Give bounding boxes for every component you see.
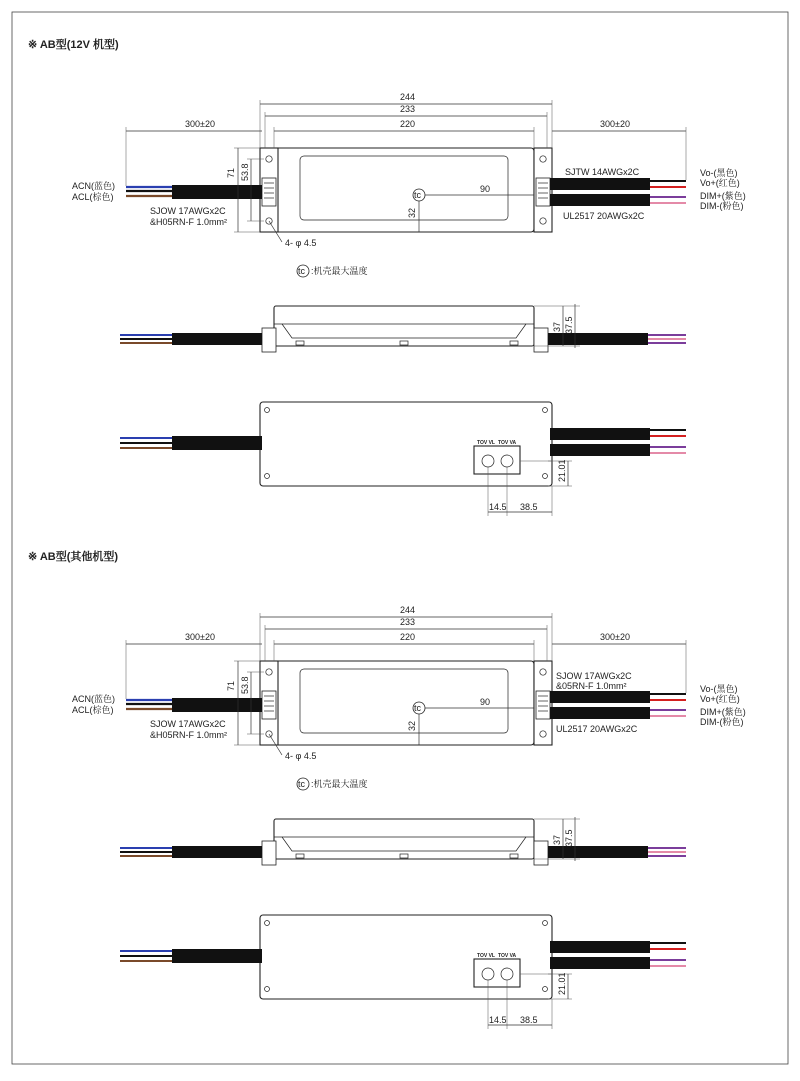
output-cable-top-spec: SJTW 14AWGx2C — [565, 167, 640, 177]
bottom-dim-h: 21.01 — [557, 459, 567, 482]
section-2 — [28, 549, 746, 1029]
side-dim-37-5: 37.5 — [564, 829, 574, 847]
bottom-dim-w2: 38.5 — [520, 502, 538, 512]
output-label-vo-plus: Vo+(红色) — [700, 178, 740, 188]
pot-label-va: TOV VA — [498, 440, 517, 446]
side-dim-37: 37 — [552, 834, 562, 845]
dim-tc90: 90 — [480, 184, 491, 194]
section-1-title: ※ AB型(12V 机型) — [28, 39, 119, 51]
dim-tc32: 32 — [407, 720, 417, 731]
dim-h53: 53.8 — [240, 163, 250, 181]
dim-h71: 71 — [226, 680, 236, 691]
input-label-acl: ACL(棕色) — [72, 192, 114, 202]
input-cable-spec-2: &H05RN-F 1.0mm² — [150, 217, 228, 227]
tc-symbol: tc — [414, 703, 422, 713]
output-label-vo-minus: Vo-(黑色) — [700, 684, 738, 694]
dim-inner: 220 — [400, 119, 416, 129]
dim-right-cable: 300±20 — [600, 119, 630, 129]
dim-left-cable: 300±20 — [185, 119, 215, 129]
bottom-dim-w2: 38.5 — [520, 1015, 538, 1025]
dim-holes: 4- φ 4.5 — [285, 751, 317, 761]
section-1 — [28, 37, 746, 516]
dim-h53: 53.8 — [240, 676, 250, 694]
input-cable-spec-2: &H05RN-F 1.0mm² — [150, 730, 228, 740]
bottom-dim-w1: 14.5 — [489, 1015, 507, 1025]
input-cable-spec-1: SJOW 17AWGx2C — [150, 719, 226, 729]
input-label-acn: ACN(蓝色) — [72, 181, 115, 191]
bottom-dim-h: 21.01 — [557, 972, 567, 995]
side-dim-37-5: 37.5 — [564, 316, 574, 334]
section-1-bottom-view — [120, 402, 686, 516]
section-2-side-view — [120, 817, 686, 865]
dim-mid: 233 — [400, 104, 416, 114]
pot-label-vl: TOV VL — [477, 440, 495, 446]
output-label-dim-minus: DIM-(粉色) — [700, 201, 744, 211]
pot-label-va: TOV VA — [498, 953, 517, 959]
section-2-bottom-view — [120, 915, 686, 1029]
section-1-side-view — [120, 304, 686, 352]
dim-total: 244 — [400, 92, 416, 102]
dim-tc32: 32 — [407, 207, 417, 218]
output-cable-bottom-spec: UL2517 20AWGx2C — [563, 211, 645, 221]
dim-total: 244 — [400, 605, 416, 615]
output-cable-top-spec-2: &05RN-F 1.0mm² — [556, 681, 627, 691]
dim-right-cable: 300±20 — [600, 632, 630, 642]
output-label-vo-plus: Vo+(红色) — [700, 694, 740, 704]
input-cable-spec-1: SJOW 17AWGx2C — [150, 206, 226, 216]
dim-tc90: 90 — [480, 697, 491, 707]
tc-symbol: tc — [414, 190, 422, 200]
dim-holes: 4- φ 4.5 — [285, 238, 317, 248]
bottom-dim-w1: 14.5 — [489, 502, 507, 512]
output-label-dim-plus: DIM+(紫色) — [700, 191, 746, 201]
section-2-title: ※ AB型(其他机型) — [28, 551, 119, 563]
tc-note-text: :机壳最大温度 — [311, 779, 368, 789]
dim-left-cable: 300±20 — [185, 632, 215, 642]
output-label-vo-minus: Vo-(黑色) — [700, 168, 738, 178]
output-cable-bottom-spec: UL2517 20AWGx2C — [556, 724, 638, 734]
output-label-dim-plus: DIM+(紫色) — [700, 707, 746, 717]
tc-note-text: :机壳最大温度 — [311, 266, 368, 276]
output-cable-top-spec-1: SJOW 17AWGx2C — [556, 671, 632, 681]
dim-mid: 233 — [400, 617, 416, 627]
side-dim-37: 37 — [552, 321, 562, 332]
pot-label-vl: TOV VL — [477, 953, 495, 959]
input-label-acn: ACN(蓝色) — [72, 694, 115, 704]
dim-inner: 220 — [400, 632, 416, 642]
dim-h71: 71 — [226, 167, 236, 178]
tc-note-symbol: tc — [298, 779, 306, 789]
tc-note-symbol: tc — [298, 266, 306, 276]
output-label-dim-minus: DIM-(粉色) — [700, 717, 744, 727]
input-label-acl: ACL(棕色) — [72, 705, 114, 715]
